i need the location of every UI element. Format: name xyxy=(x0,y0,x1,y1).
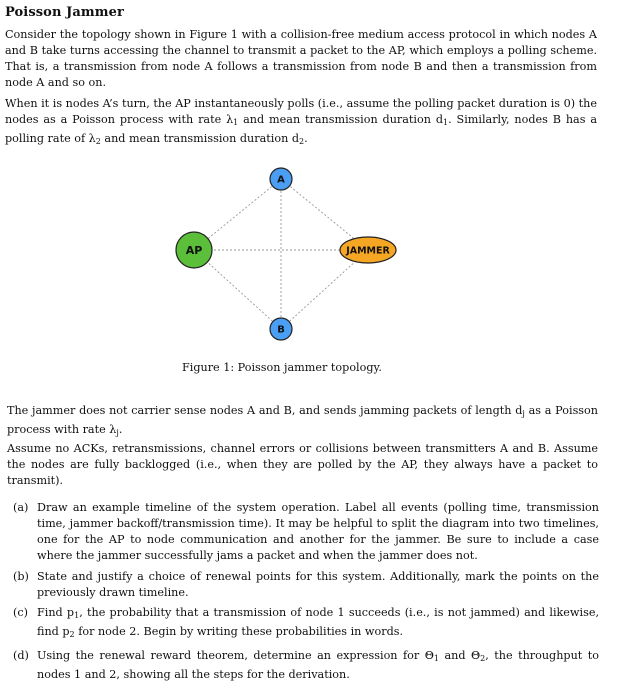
subscript: j xyxy=(116,427,119,437)
text-run: . xyxy=(304,131,308,145)
node-jammer-label: JAMMER xyxy=(346,245,390,257)
jammer-paragraph xyxy=(7,403,598,441)
text-run: Find p xyxy=(37,606,75,620)
assumptions-paragraph: Assume no ACKs, retransmissions, channel errors or collisions between transmitters A and B. Assume the nodes are fully backlogged (i.e., when they are polled by the AP, they always have a packet to transmit). xyxy=(7,442,598,487)
topology-diagram xyxy=(170,163,410,343)
text-run: , the throughput to nodes 1 and 2, showing all the steps for the derivation. xyxy=(37,649,599,682)
subscript: j xyxy=(522,409,525,418)
text-run: When it is nodes A’s turn, the AP instantaneously polls (i.e., assume the polling packet duration is 0) the nodes as a Poisson process with rate λ xyxy=(5,97,597,126)
question-list xyxy=(13,500,599,688)
text-run: as a Poisson process with rate λ xyxy=(7,404,598,436)
node-a-label: A xyxy=(277,174,285,186)
text-run: , the probability that a transmission of node 1 succeeds (i.e., is not jammed) and likewise, find p xyxy=(37,606,599,639)
subscript: 2 xyxy=(480,654,486,664)
problem-title: Poisson Jammer xyxy=(5,5,124,20)
question-d xyxy=(13,648,599,683)
intro-paragraph-1: Consider the topology shown in Figure 1 with a collision-free medium access protocol in which nodes A and B take turns accessing the channel to transmit a packet to the AP, which employs a polling scheme. That is, a transmission from node A follows a transmission from node B and then a transmission from node A and so on. xyxy=(5,28,597,89)
subscript: 1 xyxy=(433,654,439,664)
question-label: (a) xyxy=(13,501,29,514)
question-text: Draw an example timeline of the system operation. Label all events (polling time, transmission time, jammer backoff/transmission time). It may be helpful to split the diagram into two timelines, one for the AP to node communication and another for the jammer. Be sure to include a case where the jammer successfully jams a packet and when the jammer does not. xyxy=(37,501,599,562)
subscript: 2 xyxy=(299,136,305,146)
text-run: . Similarly, nodes B has a polling rate of λ xyxy=(5,112,597,145)
subscript: 2 xyxy=(69,630,75,640)
node-b-label: B xyxy=(277,324,285,336)
question-text xyxy=(37,649,599,681)
subscript: 1 xyxy=(233,117,239,127)
subscript: 1 xyxy=(443,117,449,127)
question-label: (b) xyxy=(13,569,29,583)
figure-caption: Figure 1: Poisson jammer topology. xyxy=(182,361,382,374)
node-ap-label: AP xyxy=(185,244,203,257)
question-text: State and justify a choice of renewal points for this system. Additionally, mark the points on the previously drawn timeline. xyxy=(37,569,599,599)
question-label: (d) xyxy=(13,649,29,663)
subscript: 2 xyxy=(95,136,101,146)
topology-figure xyxy=(170,163,410,343)
text-run: and mean transmission duration d xyxy=(238,112,443,126)
text-run: and Θ xyxy=(438,649,481,663)
text-run: for node 2. Begin by writing these probabilities in words. xyxy=(74,625,404,639)
intro-paragraph-2 xyxy=(5,96,597,150)
text-run: and mean transmission duration d xyxy=(100,131,300,145)
question-b xyxy=(13,569,599,601)
text-run: The jammer does not carrier sense nodes A and B, and sends jamming packets of length d xyxy=(7,404,523,417)
text-run: . xyxy=(118,422,123,436)
question-a xyxy=(13,500,599,564)
question-text xyxy=(37,606,599,638)
question-label: (c) xyxy=(13,606,28,620)
text-run: Using the renewal reward theorem, determine an expression for Θ xyxy=(37,649,434,663)
subscript: 1 xyxy=(74,611,80,621)
question-c xyxy=(13,605,599,643)
